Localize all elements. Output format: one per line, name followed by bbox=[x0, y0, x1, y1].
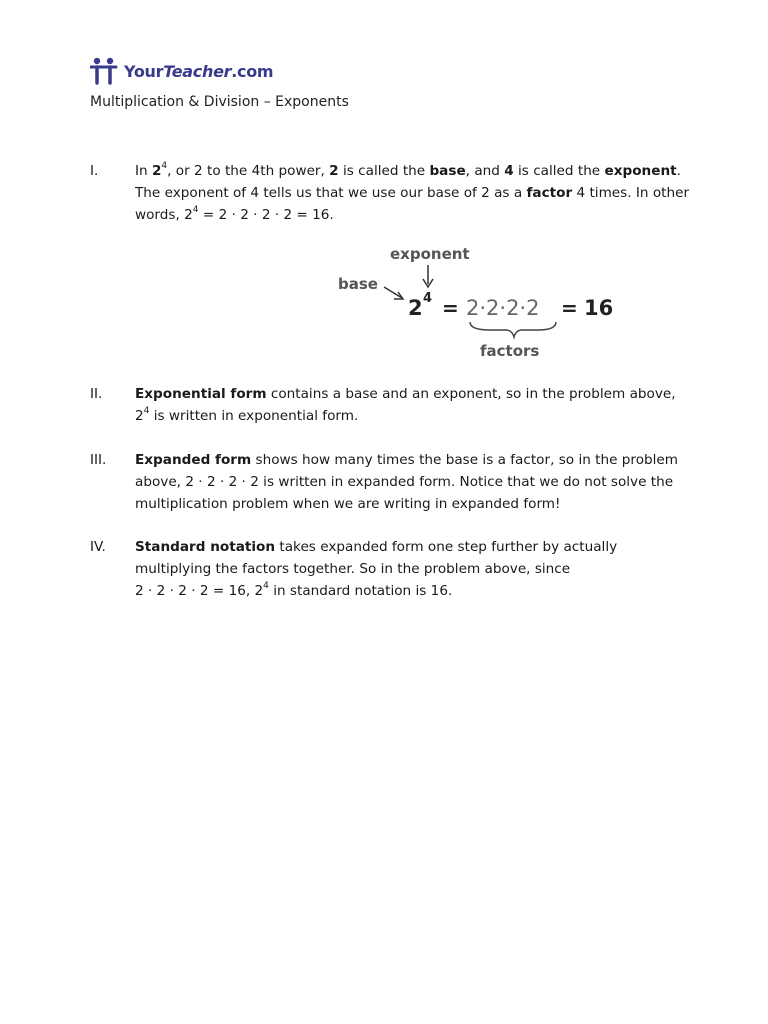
list-item-1 bbox=[90, 160, 690, 226]
diagram-power-value: 4 bbox=[423, 291, 433, 306]
logo-figures-icon bbox=[90, 56, 120, 86]
item-text: Expanded form shows how many times the base is a factor, so in the problem above, 2 · 2 · 2 · 2 is written in expanded form. Notice that we do not solve the multiplication problem when we are writing in expanded form! bbox=[135, 452, 679, 512]
diagram-equals: = bbox=[442, 296, 459, 320]
item-text: In $2^4$, or 2 to the 4th power, 2 is called the base, and 4 is called the exponent. The exponent of 4 tells us that we use our base of 2 as a factor 4 times. In other words, $2^4 = 2 \cdot 2 \cdot 2 \cdot 2 = 16$. bbox=[135, 161, 690, 223]
arrow-down-icon bbox=[423, 265, 433, 287]
yourteacher-logo bbox=[90, 54, 273, 88]
item-text: Exponential form contains a base and an exponent, so in the problem above, $2^4$ is written in exponential form. bbox=[135, 386, 676, 424]
list-item-4 bbox=[90, 536, 690, 602]
exponent-diagram bbox=[330, 242, 630, 367]
logo-text-teacher: Teacher bbox=[163, 61, 232, 81]
diagram-label-factors: factors bbox=[480, 342, 540, 360]
diagram-result: 16 bbox=[584, 296, 614, 320]
diagram-label-exponent: exponent bbox=[390, 245, 470, 263]
page-subtitle: Multiplication & Division – Exponents bbox=[90, 94, 349, 110]
diagram-base-value: 2 bbox=[408, 296, 423, 320]
diagram-label-base: base bbox=[338, 275, 378, 293]
list-item-2 bbox=[90, 383, 690, 427]
list-item-3 bbox=[90, 449, 690, 515]
brace-icon bbox=[470, 322, 556, 337]
item-text: Standard notation takes expanded form one step further by actually multiplying the factors together. So in the problem above, since 2 · 2 · 2 · 2 = 16, $2^4$ in standard notation is 16. bbox=[135, 539, 618, 599]
arrow-diagonal-icon bbox=[384, 287, 403, 299]
diagram-expanded-form: 2·2·2·2 bbox=[466, 296, 540, 320]
dot-operator: · bbox=[227, 207, 241, 223]
item-numeral: III. bbox=[90, 452, 107, 468]
item-numeral: IV. bbox=[90, 539, 106, 555]
logo-text-domain: .com bbox=[231, 61, 274, 81]
item-numeral: I. bbox=[90, 163, 99, 179]
item-numeral: II. bbox=[90, 386, 103, 402]
diagram-equals-2: = bbox=[561, 296, 578, 320]
logo-text-your: Your bbox=[124, 61, 164, 81]
